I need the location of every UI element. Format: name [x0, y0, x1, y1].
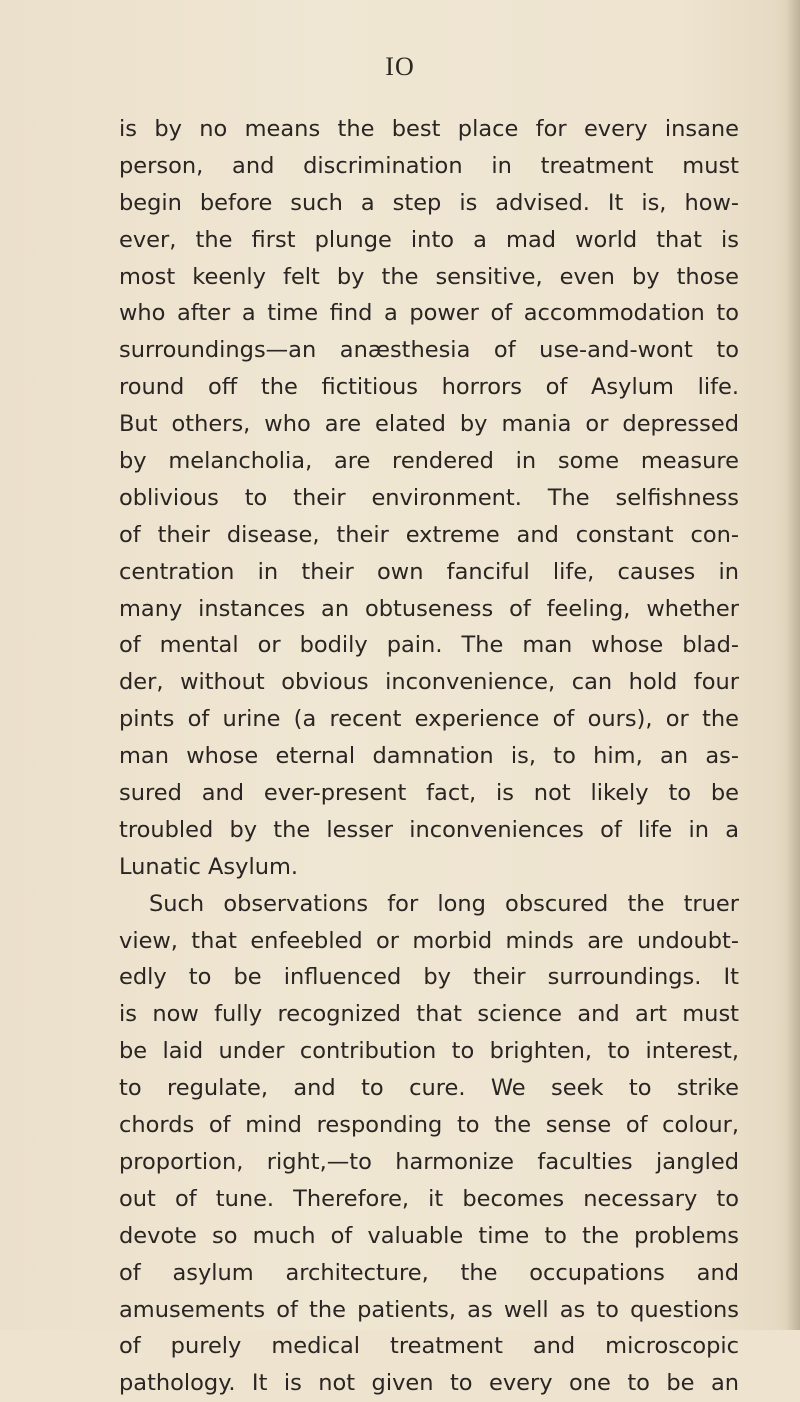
text-line: most keenly felt by the sensitive, even by those: [119, 263, 739, 290]
text-line: be laid under contribution to brighten, to interest,: [119, 1038, 739, 1065]
body-text: [119, 111, 739, 1402]
text-line: of mental or bodily pain. The man whose blad-: [119, 632, 739, 659]
text-line: chords of mind responding to the sense of colour,: [119, 1112, 739, 1139]
page-edge-shadow: [786, 0, 800, 1330]
text-line: troubled by the lesser inconveniences of life in a: [119, 816, 739, 843]
text-line: person, and discrimination in treatment must: [119, 152, 739, 179]
text-line: who after a time find a power of accommodation to: [119, 300, 739, 327]
text-line: pints of urine (a recent experience of ours), or the: [119, 706, 739, 733]
text-line: view, that enfeebled or morbid minds are undoubt-: [119, 927, 739, 954]
text-line: oblivious to their environment. The selfishness: [119, 484, 739, 511]
text-line: man whose eternal damnation is, to him, an as-: [119, 743, 739, 770]
text-line: devote so much of valuable time to the problems: [119, 1222, 739, 1249]
text-line: pathology. It is not given to every one to be an: [119, 1370, 739, 1397]
text-line: edly to be influenced by their surroundings. It: [119, 964, 739, 991]
text-line: Lunatic Asylum.: [119, 853, 299, 880]
text-line: many instances an obtuseness of feeling, whether: [119, 595, 739, 622]
text-line: of asylum architecture, the occupations and: [119, 1259, 739, 1286]
text-line: is now fully recognized that science and art must: [119, 1001, 739, 1028]
text-line: proportion, right,—to harmonize faculties jangled: [119, 1148, 739, 1175]
text-line: sured and ever-present fact, is not likely to be: [119, 780, 739, 807]
text-line: But others, who are elated by mania or depressed: [119, 411, 739, 438]
text-line: centration in their own fanciful life, causes in: [119, 558, 739, 585]
text-line: der, without obvious inconvenience, can hold four: [119, 669, 739, 696]
text-line: to regulate, and to cure. We seek to strike: [119, 1075, 739, 1102]
text-line: surroundings—an anæsthesia of use-and-wont to: [119, 337, 739, 364]
text-line: Such observations for long obscured the truer: [149, 890, 739, 917]
text-line: is by no means the best place for every insane: [119, 116, 739, 142]
page-number: IO: [385, 52, 415, 81]
text-line: out of tune. Therefore, it becomes necessary to: [119, 1185, 739, 1212]
text-line: begin before such a step is advised. It is, how-: [119, 189, 739, 216]
text-line: ever, the first plunge into a mad world that is: [119, 226, 739, 253]
text-line: of purely medical treatment and microscopic: [119, 1333, 739, 1360]
text-line: by melancholia, are rendered in some measure: [119, 448, 739, 475]
text-line: amusements of the patients, as well as to questions: [119, 1296, 739, 1323]
text-line: round off the fictitious horrors of Asylum life.: [119, 374, 739, 401]
text-line: of their disease, their extreme and constant con-: [119, 521, 739, 548]
